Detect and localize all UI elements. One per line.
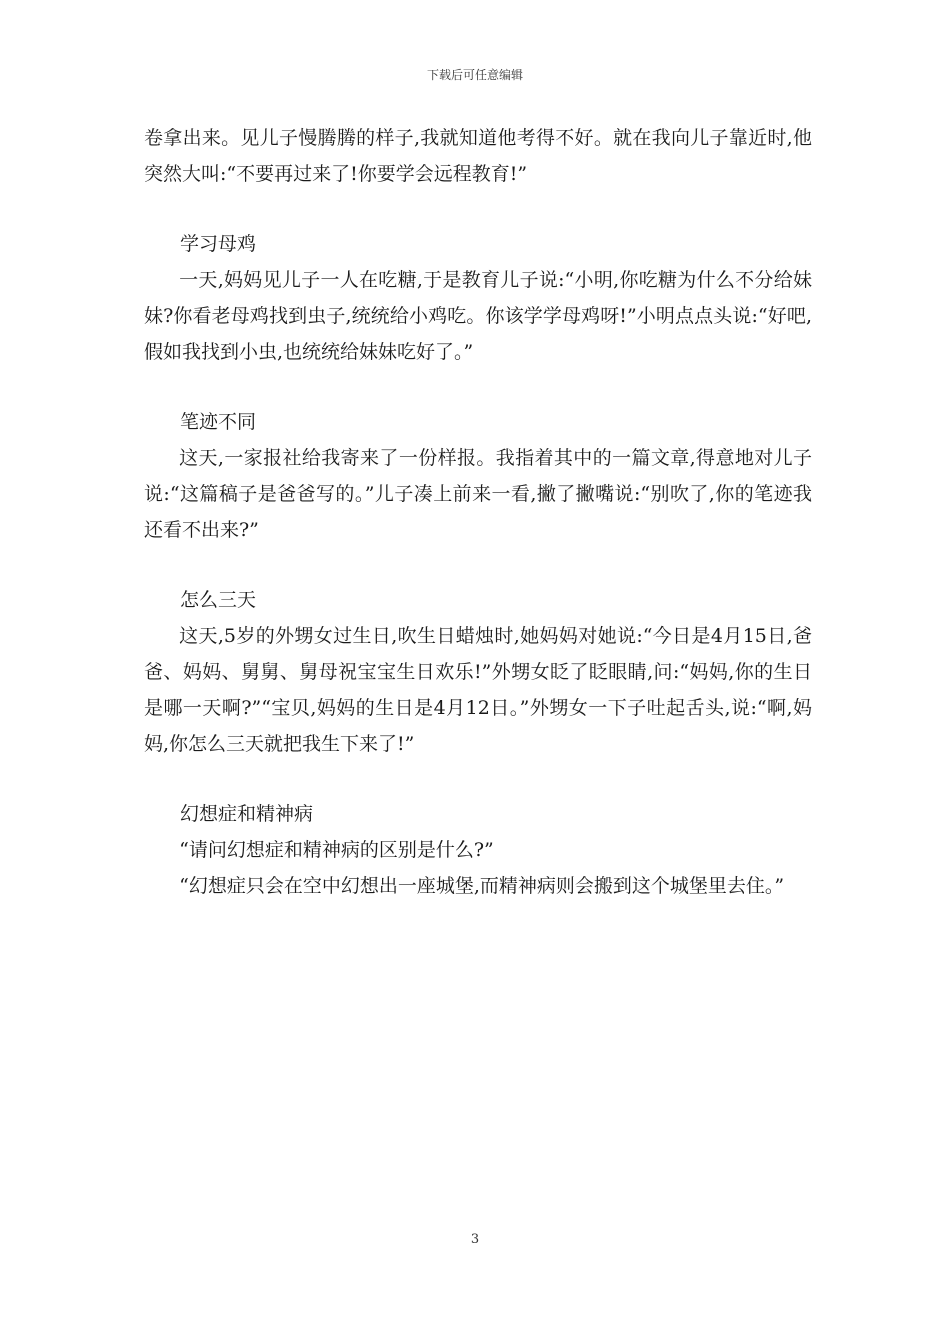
section-different-handwriting: [144, 404, 812, 548]
section-gap: [144, 192, 812, 226]
section-gap: [144, 762, 812, 796]
section-three-days: [144, 582, 812, 762]
section-learn-from-hen: [144, 226, 812, 370]
section-fantasy-vs-mental-illness: [144, 796, 812, 904]
section-title: 怎么三天: [180, 589, 257, 611]
section-title: 学习母鸡: [180, 233, 257, 255]
section-gap: [144, 370, 812, 404]
paragraph: 这天,一家报社给我寄来了一份样报。我指着其中的一篇文章,得意地对儿子说:“这篇稿子是爸爸写的。”儿子凑上前来一看,撇了撇嘴说:“别吹了,你的笔迹我还看不出来?”: [144, 447, 812, 541]
section-gap: [144, 548, 812, 582]
paragraph: 一天,妈妈见儿子一人在吃糖,于是教育儿子说:“小明,你吃糖为什么不分给妹妹?你看老母鸡找到虫子,统统给小鸡吃。你该学学母鸡呀!”小明点点头说:“好吧,假如我找到小虫,也统统给妹妹吃好了。”: [144, 269, 812, 363]
section-title: 笔迹不同: [180, 411, 257, 433]
document-body: [144, 120, 812, 904]
paragraph: “请问幻想症和精神病的区别是什么?”: [179, 839, 494, 861]
paragraph: “幻想症只会在空中幻想出一座城堡,而精神病则会搬到这个城堡里去住。”: [179, 875, 785, 897]
paragraph: 这天,5岁的外甥女过生日,吹生日蜡烛时,她妈妈对她说:“今日是4月15日,爸爸、妈妈、舅舅、舅母祝宝宝生日欢乐!”外甥女眨了眨眼睛,问:“妈妈,你的生日是哪一天啊?”“宝贝,妈妈的生日是4月12日。”外甥女一下子吐起舌头,说:“啊,妈妈,你怎么三天就把我生下来了!”: [144, 625, 812, 755]
page-header: 下载后可任意编辑: [426, 68, 523, 82]
section-title: 幻想症和精神病: [180, 803, 314, 825]
paragraph-continued: 卷拿出来。见儿子慢腾腾的样子,我就知道他考得不好。就在我向儿子靠近时,他突然大叫:“不要再过来了!你要学会远程教育!”: [144, 127, 812, 185]
page-number: 3: [470, 1232, 480, 1247]
